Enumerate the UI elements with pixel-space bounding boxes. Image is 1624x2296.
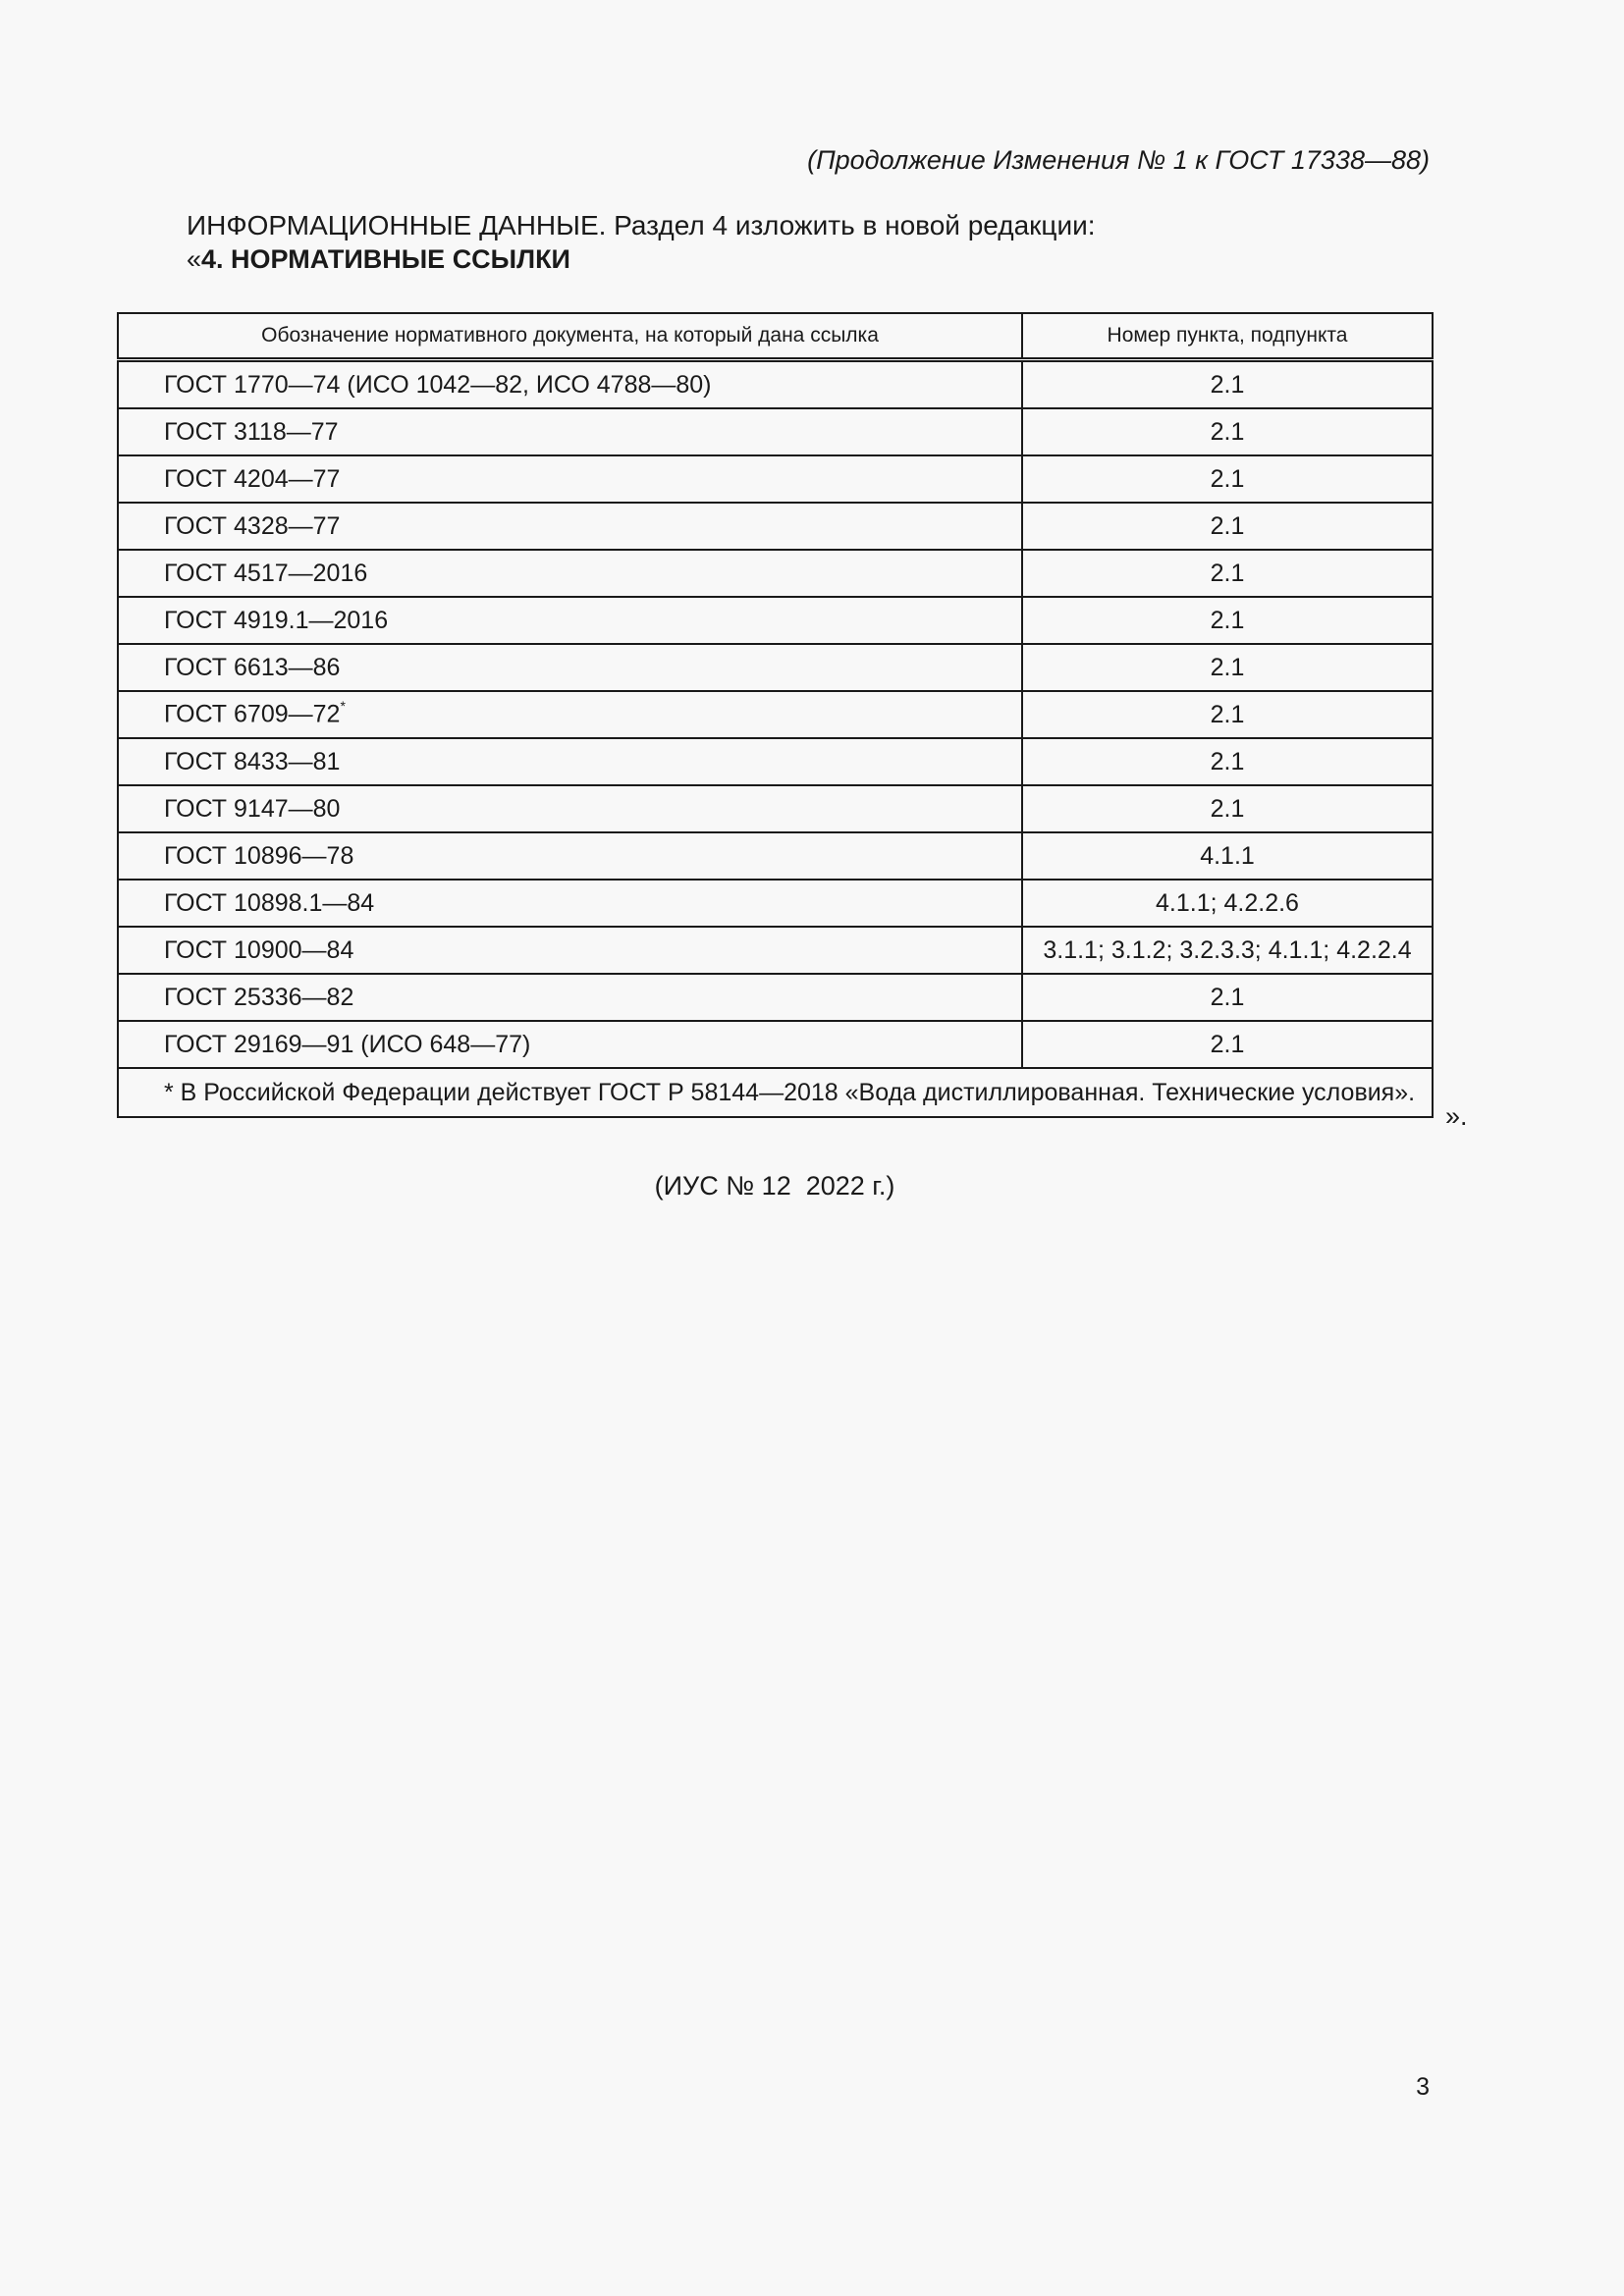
- table-row: [118, 880, 1433, 927]
- normative-references-table: [117, 312, 1434, 1118]
- document-cell: ГОСТ 9147—80: [118, 785, 1022, 832]
- header-document: Обозначение нормативного документа, на который дана ссылка: [118, 313, 1022, 360]
- document-cell: ГОСТ 29169—91 (ИСО 648—77): [118, 1021, 1022, 1068]
- clause-cell: 2.1: [1022, 455, 1433, 503]
- document-cell: ГОСТ 25336—82: [118, 974, 1022, 1021]
- clause-cell: 4.1.1: [1022, 832, 1433, 880]
- clause-cell: 2.1: [1022, 1021, 1433, 1068]
- information-data-intro: ИНФОРМАЦИОННЫЕ ДАННЫЕ. Раздел 4 изложить в новой редакции:: [187, 210, 1096, 240]
- document-cell: ГОСТ 6613—86: [118, 644, 1022, 691]
- clause-cell: 2.1: [1022, 691, 1433, 738]
- table-row: [118, 1021, 1433, 1068]
- table-row: [118, 785, 1433, 832]
- document-cell: ГОСТ 8433—81: [118, 738, 1022, 785]
- clause-cell: 2.1: [1022, 738, 1433, 785]
- table-row: [118, 597, 1433, 644]
- page-number: 3: [1416, 2073, 1430, 2101]
- clause-cell: 2.1: [1022, 974, 1433, 1021]
- document-cell: ГОСТ 3118—77: [118, 408, 1022, 455]
- table-row: [118, 360, 1433, 409]
- document-cell: ГОСТ 4517—2016: [118, 550, 1022, 597]
- table-row: [118, 927, 1433, 974]
- clause-cell: 4.1.1; 4.2.2.6: [1022, 880, 1433, 927]
- clause-cell: 2.1: [1022, 550, 1433, 597]
- table-row: [118, 408, 1433, 455]
- clause-cell: 2.1: [1022, 408, 1433, 455]
- table-row: [118, 550, 1433, 597]
- document-cell: ГОСТ 4919.1—2016: [118, 597, 1022, 644]
- ius-reference: (ИУС № 12 2022 г.): [654, 1171, 895, 1201]
- table-footnote: * В Российской Федерации действует ГОСТ Р 58144—2018 «Вода дистиллированная. Технические условия».: [118, 1068, 1433, 1117]
- table-header-row: [118, 313, 1433, 360]
- footnote-mark: *: [340, 698, 346, 715]
- document-cell: ГОСТ 4328—77: [118, 503, 1022, 550]
- table-row: [118, 832, 1433, 880]
- clause-cell: 2.1: [1022, 644, 1433, 691]
- document-cell: ГОСТ 1770—74 (ИСО 1042—82, ИСО 4788—80): [118, 360, 1022, 409]
- clause-cell: 2.1: [1022, 360, 1433, 409]
- clause-cell: 2.1: [1022, 785, 1433, 832]
- table-row: [118, 503, 1433, 550]
- document-cell: ГОСТ 10896—78: [118, 832, 1022, 880]
- clause-cell: 3.1.1; 3.1.2; 3.2.3.3; 4.1.1; 4.2.2.4: [1022, 927, 1433, 974]
- clause-cell: 2.1: [1022, 597, 1433, 644]
- document-cell: ГОСТ 10898.1—84: [118, 880, 1022, 927]
- section-title: [187, 244, 570, 275]
- table-row: [118, 455, 1433, 503]
- clause-cell: 2.1: [1022, 503, 1433, 550]
- table-row: [118, 691, 1433, 738]
- continuation-note: (Продолжение Изменения № 1 к ГОСТ 17338—88): [807, 145, 1430, 175]
- closing-quote: ».: [1445, 1101, 1468, 1131]
- section-open-quote: «: [187, 244, 202, 274]
- table-row: [118, 974, 1433, 1021]
- section-title-text: 4. НОРМАТИВНЫЕ ССЫЛКИ: [201, 244, 570, 274]
- document-cell: [118, 691, 1022, 738]
- table-row: [118, 738, 1433, 785]
- document-cell: ГОСТ 4204—77: [118, 455, 1022, 503]
- table-footnote-row: [118, 1068, 1433, 1117]
- document-cell: ГОСТ 10900—84: [118, 927, 1022, 974]
- document-text: ГОСТ 6709—72: [164, 700, 341, 728]
- header-clause: Номер пункта, подпункта: [1022, 313, 1433, 360]
- table-row: [118, 644, 1433, 691]
